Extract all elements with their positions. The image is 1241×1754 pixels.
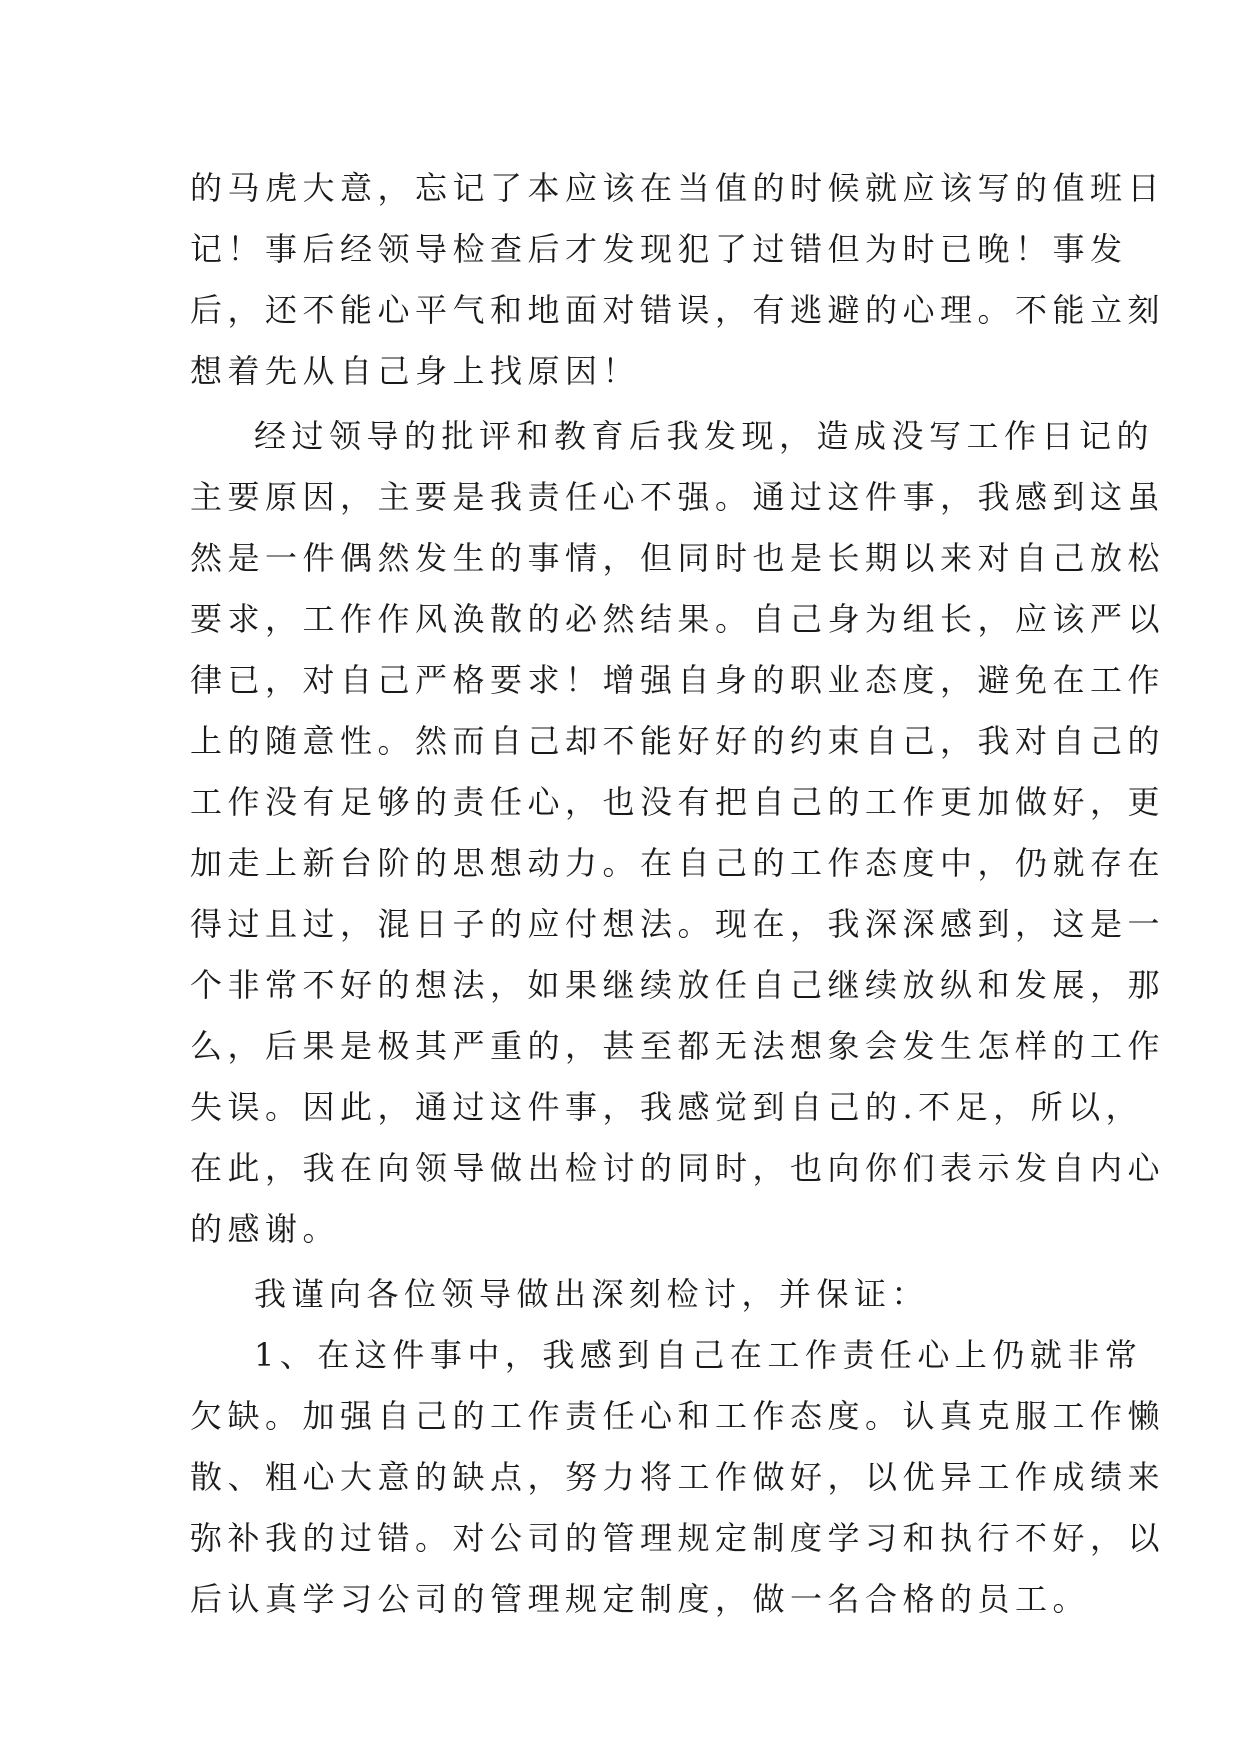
paragraph-2 (190, 406, 1166, 1260)
text-line: 我谨向各位领导做出深刻检讨，并保证： (254, 1275, 930, 1313)
text-line: 经过领导的批评和教育后我发现，造成没写工作日记的 (254, 417, 1155, 455)
text-line: 要求，工作作风涣散的必然结果。自己身为组长，应该严以 (190, 600, 1166, 638)
text-line: 加走上新台阶的思想动力。在自己的工作态度中，仍就存在 (190, 844, 1166, 882)
text-line: 1、在这件事中，我感到自己在工作责任心上仍就非常 (254, 1336, 1143, 1374)
text-line: 然是一件偶然发生的事情，但同时也是长期以来对自己放松 (190, 539, 1166, 577)
text-line: 个非常不好的想法，如果继续放任自己继续放纵和发展，那 (190, 966, 1166, 1004)
text-line: 散、粗心大意的缺点，努力将工作做好，以优异工作成绩来 (190, 1458, 1166, 1496)
text-line: 上的随意性。然而自己却不能好好的约束自己，我对自己的 (190, 722, 1166, 760)
text-line: 后认真学习公司的管理规定制度，做一名合格的员工。 (190, 1580, 1091, 1618)
text-line: 主要原因，主要是我责任心不强。通过这件事，我感到这虽 (190, 478, 1166, 516)
text-line: 记！事后经领导检查后才发现犯了过错但为时已晚！事发 (190, 230, 1128, 268)
text-line: 律已，对自己严格要求！增强自身的职业态度，避免在工作 (190, 661, 1166, 699)
text-line: 么，后果是极其严重的，甚至都无法想象会发生怎样的工作 (190, 1027, 1166, 1065)
document-body (190, 158, 1166, 1630)
text-line: 的马虎大意，忘记了本应该在当值的时候就应该写的值班日 (190, 169, 1166, 207)
text-line: 的感谢。 (190, 1210, 341, 1248)
text-line: 失误。因此，通过这件事，我感觉到自己的.不足，所以， (190, 1088, 1144, 1126)
text-line: 想着先从自己身上找原因！ (190, 352, 641, 390)
text-line: 得过且过，混日子的应付想法。现在，我深深感到，这是一 (190, 905, 1166, 943)
paragraph-4 (190, 1325, 1166, 1630)
paragraph-1 (190, 158, 1166, 402)
text-line: 工作没有足够的责任心，也没有把自己的工作更加做好，更 (190, 783, 1166, 821)
text-line: 在此，我在向领导做出检讨的同时，也向你们表示发自内心 (190, 1149, 1166, 1187)
text-line: 欠缺。加强自己的工作责任心和工作态度。认真克服工作懒 (190, 1397, 1166, 1435)
paragraph-3 (190, 1264, 1070, 1325)
text-line: 弥补我的过错。对公司的管理规定制度学习和执行不好，以 (190, 1519, 1166, 1557)
text-line: 后，还不能心平气和地面对错误，有逃避的心理。不能立刻 (190, 291, 1166, 329)
